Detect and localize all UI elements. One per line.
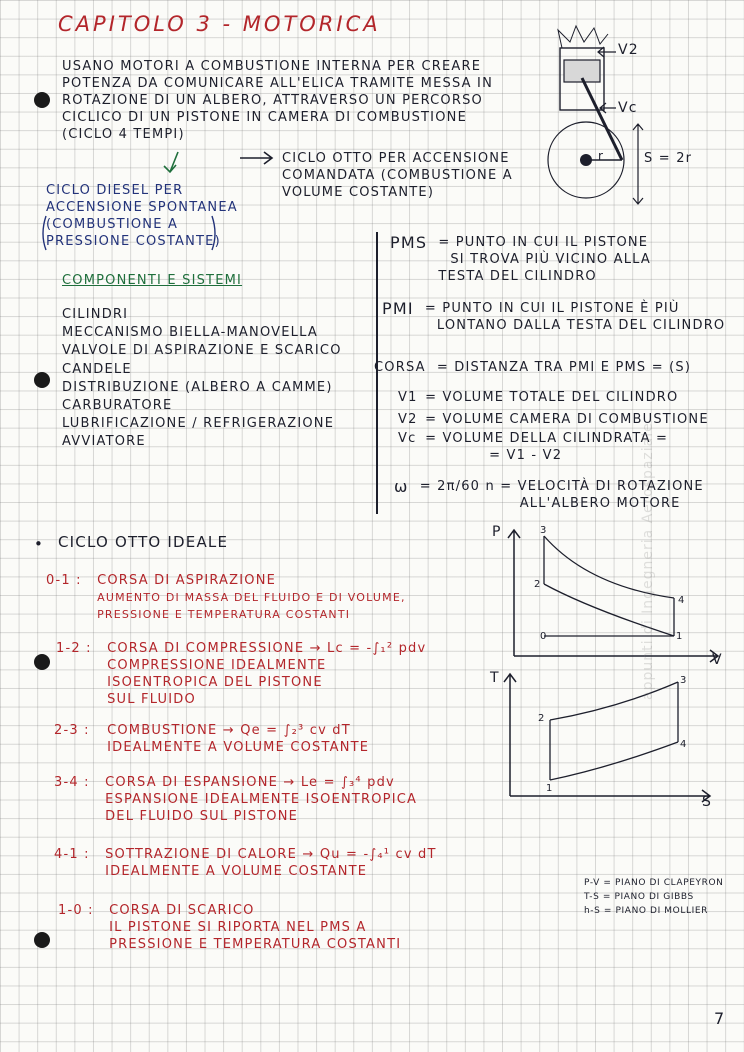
definition-pmi [382, 300, 725, 334]
pv-point-label: 3 [540, 525, 548, 536]
phase-1-0 [58, 902, 401, 953]
term: V2 [398, 412, 418, 427]
arrow-to-diesel [164, 152, 178, 172]
phase-line: SUL FLUIDO [107, 692, 196, 707]
definition-line: SI TROVA PIÙ VICINO ALLA [450, 252, 652, 267]
label-vc: Vc [618, 100, 638, 116]
otto-line: VOLUME COSTANTE) [282, 185, 435, 200]
ts-heat-in-curve [550, 682, 678, 720]
diesel-line: CICLO DIESEL PER [46, 183, 184, 198]
ts-point-label: 4 [680, 739, 688, 750]
list-item: CARBURATORE [62, 398, 173, 414]
components-list [62, 306, 342, 452]
phase-line: PRESSIONE E TEMPERATURA COSTANTI [109, 937, 402, 952]
arrow-icon [600, 103, 616, 113]
legend-line: P-V = PIANO DI CLAPEYRON [584, 878, 724, 888]
label-stroke: S = 2r [644, 151, 693, 166]
ts-x-axis [510, 790, 710, 802]
phase-0-1 [46, 572, 406, 623]
pv-x-axis [514, 650, 718, 662]
intro-line: USANO MOTORI A COMBUSTIONE INTERNA PER CREARE [62, 59, 482, 74]
phase-step: 4-1 : [54, 847, 90, 862]
legend-line: h-S = PIANO DI MOLLIER [584, 906, 708, 916]
phase-line: IDEALMENTE A VOLUME COSTANTE [105, 864, 368, 879]
definition-v2 [398, 408, 709, 428]
cycle-title: CICLO OTTO IDEALE [58, 533, 229, 551]
ts-y-axis [504, 674, 516, 796]
definition-line: = PUNTO IN CUI IL PISTONE [438, 235, 649, 250]
label-v2: V2 [618, 42, 639, 58]
pv-y-label: P [492, 524, 502, 540]
pv-point-label: 1 [676, 631, 684, 642]
phase-line: COMPRESSIONE IDEALMENTE [107, 658, 327, 673]
term: CORSA [374, 360, 426, 375]
term: V1 [398, 390, 418, 405]
diesel-branch [46, 182, 238, 250]
pv-point-label: 4 [678, 595, 686, 606]
list-item: DISTRIBUZIONE (ALBERO A CAMME) [62, 379, 333, 395]
phase-2-3 [54, 722, 369, 756]
phase-line: SOTTRAZIONE DI CALORE → Qu = -∫₄¹ cv dT [105, 847, 437, 862]
definition-v1 [398, 386, 678, 406]
label-r: r [598, 149, 605, 163]
definition-line: TESTA DEL CILINDRO [438, 269, 597, 284]
definition-pms [390, 234, 651, 285]
definition-line: = PUNTO IN CUI IL PISTONE È PIÙ [424, 301, 680, 316]
term: PMS [390, 233, 428, 252]
otto-line: COMANDATA (COMBUSTIONE A [282, 168, 513, 183]
pv-point-label: 0 [540, 631, 548, 642]
definition-line: = 2π/60 n = VELOCITÀ DI ROTAZIONE [419, 479, 704, 494]
legend-line: T-S = PIANO DI GIBBS [584, 892, 694, 902]
ts-point-label: 2 [538, 713, 546, 724]
ts-heat-out-curve [550, 742, 678, 780]
list-item: CANDELE [62, 361, 132, 377]
phase-step: 1-2 : [56, 641, 92, 656]
intro-line: POTENZA DA COMUNICARE ALL'ELICA TRAMITE MESSA IN [62, 76, 494, 91]
definition-line: = VOLUME DELLA CILINDRATA = [425, 431, 669, 446]
planes-legend [584, 876, 723, 918]
phase-line: CORSA DI ESPANSIONE → Le = ∫₃⁴ pdv [105, 775, 395, 790]
definition-line: = DISTANZA TRA PMI E PMS = (S) [436, 360, 692, 375]
pv-diagram [488, 520, 728, 670]
phase-line: CORSA DI COMPRESSIONE → Lc = -∫₁² pdv [107, 641, 427, 656]
intro-line: (CICLO 4 TEMPI) [62, 127, 185, 142]
phase-line: COMBUSTIONE → Qe = ∫₂³ cv dT [107, 723, 351, 738]
phase-line: IDEALMENTE A VOLUME COSTANTE [107, 740, 370, 755]
phase-line: AUMENTO DI MASSA DEL FLUIDO E DI VOLUME, [97, 591, 406, 604]
list-item: CILINDRI [62, 307, 129, 322]
spark-icon [558, 26, 608, 48]
ts-x-label: S [702, 794, 713, 810]
cycle-title-bullet: • [34, 535, 45, 553]
term: Vc [398, 431, 417, 446]
ts-y-label: T [490, 670, 500, 686]
otto-line: CICLO OTTO PER ACCENSIONE [282, 151, 510, 166]
phase-4-1 [54, 846, 437, 880]
list-item: LUBRIFICAZIONE / REFRIGERAZIONE [62, 416, 335, 432]
definition-vc [398, 430, 668, 464]
phase-line: DEL FLUIDO SUL PISTONE [105, 809, 299, 824]
phase-step: 2-3 : [54, 723, 90, 738]
list-item: AVVIATORE [62, 434, 146, 450]
pv-y-axis [508, 530, 520, 656]
ts-point-label: 3 [680, 675, 688, 686]
phase-line: ISOENTROPICA DEL PISTONE [107, 675, 323, 690]
phase-step: 0-1 : [46, 573, 82, 588]
page-title: CAPITOLO 3 - MOTORICA [58, 12, 381, 36]
phase-line: CORSA DI SCARICO [109, 903, 255, 918]
otto-branch [282, 150, 513, 201]
diesel-line: ACCENSIONE SPONTANEA [46, 200, 238, 215]
ts-diagram [488, 668, 728, 812]
definition-line: ALL'ALBERO MOTORE [519, 496, 681, 511]
phase-line: IL PISTONE SI RIPORTA NEL PMS A [109, 920, 367, 935]
watermark: appunti di Ingegneria Aerospaziale [640, 422, 656, 700]
definition-line: = V1 - V2 [489, 448, 563, 463]
list-item: VALVOLE DI ASPIRAZIONE E SCARICO [62, 343, 342, 359]
stroke-arrow [633, 124, 643, 204]
intro-line: CICLICO DI UN PISTONE IN CAMERA DI COMBUSTIONE [62, 110, 467, 125]
phase-3-4 [54, 774, 417, 825]
phase-line: PRESSIONE E TEMPERATURA COSTANTI [97, 608, 351, 621]
phase-line: CORSA DI ASPIRAZIONE [97, 573, 277, 588]
intro-line: ROTAZIONE DI UN ALBERO, ATTRAVERSO UN PERCORSO [62, 93, 483, 108]
definition-corsa [374, 356, 691, 376]
phase-step: 3-4 : [54, 775, 90, 790]
diesel-line: (COMBUSTIONE A [46, 217, 179, 232]
list-item: MECCANISMO BIELLA-MANOVELLA [62, 325, 318, 341]
phase-line: ESPANSIONE IDEALMENTE ISOENTROPICA [105, 792, 418, 807]
components-title: COMPONENTI E SISTEMI [62, 273, 243, 288]
pv-point-label: 2 [534, 579, 542, 590]
definition-line: = VOLUME CAMERA DI COMBUSTIONE [425, 412, 709, 427]
arrow-to-otto [240, 152, 272, 164]
definition-line: = VOLUME TOTALE DEL CILINDRO [425, 390, 679, 405]
term: PMI [382, 299, 414, 318]
definition-line: LONTANO DALLA TESTA DEL CILINDRO [436, 318, 726, 333]
term: ω [394, 477, 409, 496]
page-number: 7 [714, 1009, 726, 1028]
phase-step: 1-0 : [58, 903, 94, 918]
phase-1-2 [56, 640, 426, 708]
diesel-line: PRESSIONE COSTANTE) [46, 234, 221, 249]
pv-x-label: V [712, 652, 723, 668]
definition-omega [394, 478, 704, 512]
ts-point-label: 1 [546, 783, 554, 794]
